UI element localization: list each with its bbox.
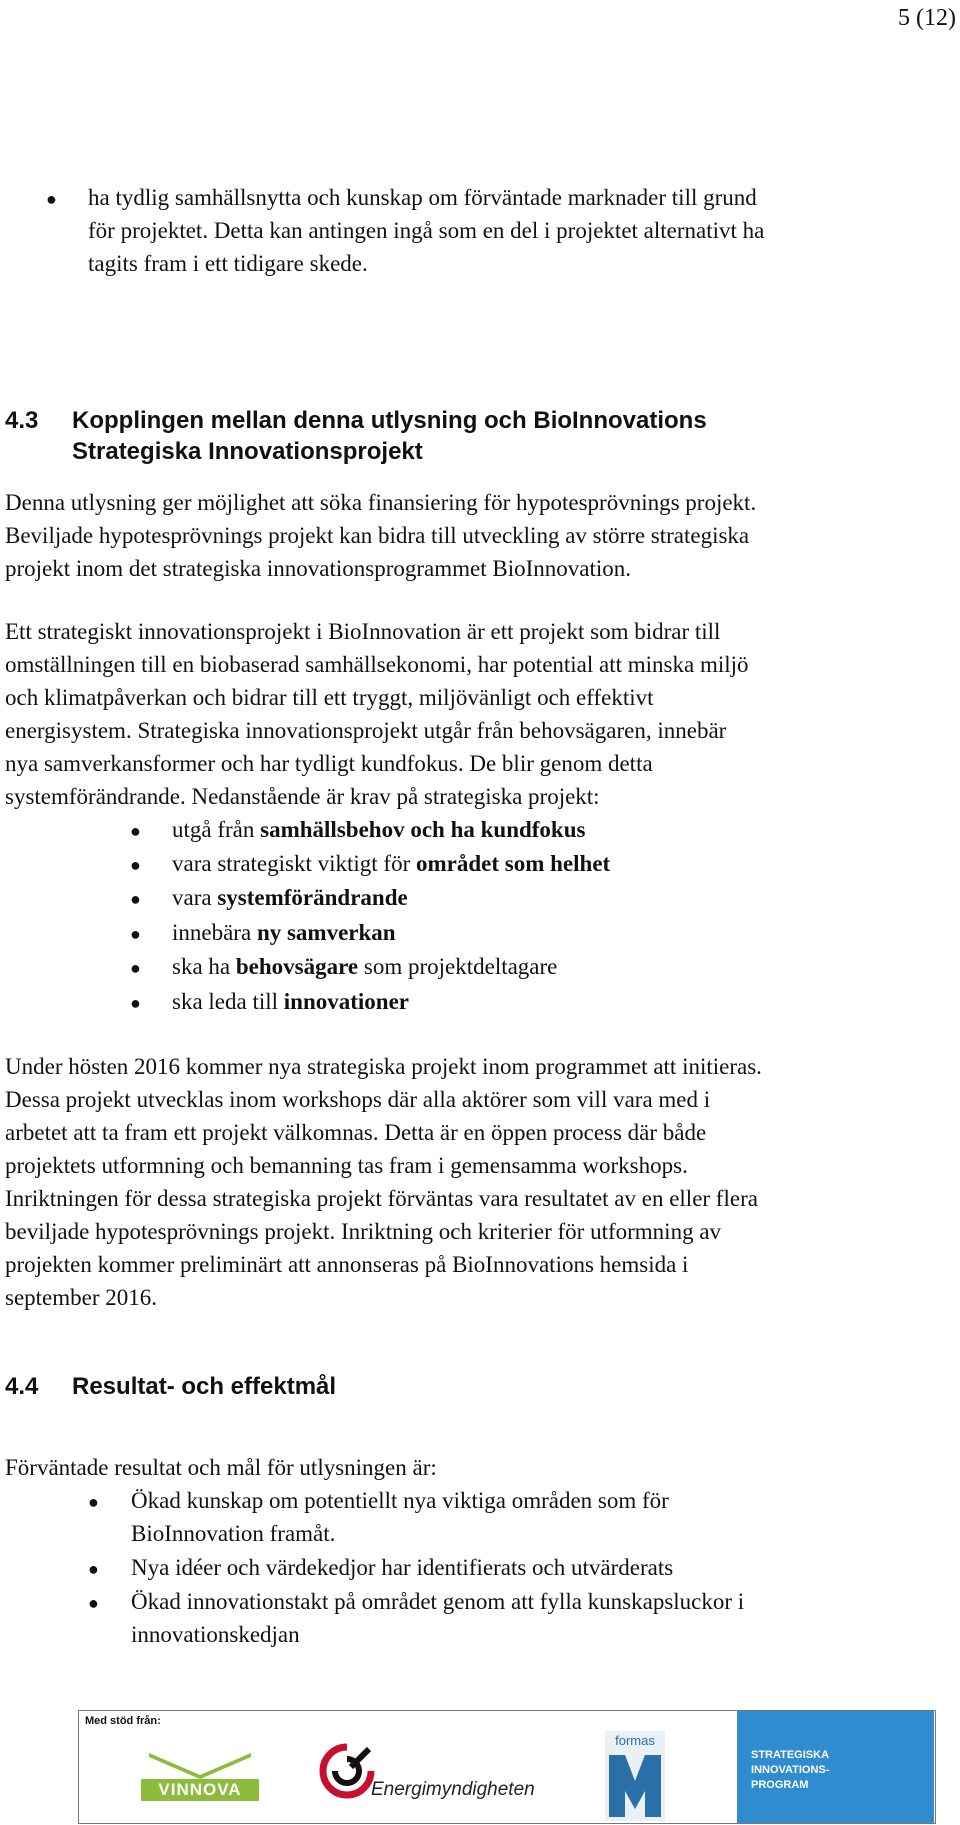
vinnova-logo	[141, 1745, 259, 1803]
program-text-line: INNOVATIONS-	[751, 1764, 830, 1776]
text-line: arbetet att ta fram ett projekt välkomnas. Detta är en öppen process där både	[5, 1120, 707, 1145]
section-title-line: Strategiska Innovationsprojekt	[72, 438, 423, 465]
goal-line: Ökad kunskap om potentiellt nya viktiga områden som för	[131, 1488, 669, 1513]
bullet-dot: ●	[130, 993, 141, 1013]
goal-line: innovationskedjan	[131, 1622, 300, 1647]
bullet-dot: ●	[88, 1492, 99, 1512]
sponsor-logo-banner	[78, 1710, 936, 1824]
section-title: Resultat- och effektmål	[72, 1373, 337, 1400]
bullet-dot: ●	[130, 821, 141, 841]
top-bullet-line: för projektet. Detta kan antingen ingå som en del i projektet alternativt ha	[88, 218, 765, 243]
requirement-item: ska ha behovsägare som projektdeltagare	[172, 954, 558, 979]
text-line: Inriktningen för dessa strategiska projekt förväntas vara resultatet av en eller flera	[5, 1186, 758, 1211]
bullet-dot: ●	[130, 855, 141, 875]
text-line: energisystem. Strategiska innovationsprojekt utgår från behovsägaren, innebär	[5, 718, 727, 743]
goals-intro: Förväntade resultat och mål för utlysningen är:	[5, 1455, 437, 1480]
program-text-line: STRATEGISKA	[751, 1749, 830, 1761]
section-title-line: Kopplingen mellan denna utlysning och BioInnovations	[72, 407, 707, 434]
text-line: Beviljade hypotesprövnings projekt kan bidra till utveckling av större strategiska	[5, 523, 750, 548]
energimyndigheten-logo	[317, 1741, 557, 1811]
text-line: Ett strategiskt innovationsprojekt i BioInnovation är ett projekt som bidrar till	[5, 619, 721, 644]
section-number: 4.3	[5, 407, 39, 434]
goal-line: Ökad innovationstakt på området genom att fylla kunskapsluckor i	[131, 1589, 745, 1614]
text-line: systemförändrande. Nedanstående är krav på strategiska projekt:	[5, 784, 600, 809]
bullet-dot: ●	[88, 1559, 99, 1579]
vinnova-wordmark: VINNOVA	[158, 1780, 242, 1799]
goal-line: BioInnovation framåt.	[131, 1521, 336, 1546]
text-line: projekten kommer preliminärt att annonseras på BioInnovations hemsida i	[5, 1252, 689, 1277]
formas-building-icon	[605, 1751, 665, 1821]
bullet-dot: ●	[88, 1593, 99, 1613]
text-line: projektets utformning och bemanning tas fram i gemensamma workshops.	[5, 1153, 688, 1178]
requirement-item: utgå från samhällsbehov och ha kundfokus	[172, 817, 586, 842]
bullet-dot: ●	[130, 924, 141, 944]
formas-logo	[605, 1731, 665, 1821]
formas-wordmark: formas	[615, 1733, 655, 1748]
page-number: 5 (12)	[898, 5, 956, 31]
energimyndigheten-wordmark: Energimyndigheten	[371, 1779, 535, 1800]
energimyndigheten-swirl-icon	[317, 1741, 377, 1801]
program-text-line: PROGRAM	[751, 1779, 809, 1791]
text-line: Dessa projekt utvecklas inom workshops där alla aktörer som vill vara med i	[5, 1087, 711, 1112]
goal-line: Nya idéer och värdekedjor har identifierats och utvärderats	[131, 1555, 674, 1580]
requirement-item: innebära ny samverkan	[172, 920, 396, 945]
text-line: Denna utlysning ger möjlighet att söka finansiering för hypotesprövnings projekt.	[5, 490, 757, 515]
requirement-item: vara systemförändrande	[172, 885, 408, 910]
bullet-dot: ●	[130, 958, 141, 978]
bullet-dot: ●	[130, 889, 141, 909]
text-line: beviljade hypotesprövnings projekt. Inriktning och kriterier för utformning av	[5, 1219, 722, 1244]
bullet-dot: ●	[46, 189, 57, 209]
text-line: september 2016.	[5, 1285, 158, 1310]
text-line: omställningen till en biobaserad samhällsekonomi, har potential att minska miljö	[5, 652, 749, 677]
requirement-item: vara strategiskt viktigt för området som helhet	[172, 851, 611, 876]
text-line: projekt inom det strategiska innovationsprogrammet BioInnovation.	[5, 556, 631, 581]
strategic-program-logo	[737, 1711, 934, 1823]
supported-by-label: Med stöd från:	[85, 1715, 161, 1727]
text-line: och klimatpåverkan och bidrar till ett tryggt, miljövänligt och effektivt	[5, 685, 654, 710]
top-bullet-line: tagits fram i ett tidigare skede.	[88, 251, 368, 276]
text-line: Under hösten 2016 kommer nya strategiska projekt inom programmet att initieras.	[5, 1054, 762, 1079]
requirement-item: ska leda till innovationer	[172, 989, 410, 1014]
section-number: 4.4	[5, 1373, 39, 1400]
top-bullet-line: ha tydlig samhällsnytta och kunskap om förväntade marknader till grund	[88, 185, 757, 210]
text-line: nya samverkansformer och har tydligt kundfokus. De blir genom detta	[5, 751, 653, 776]
